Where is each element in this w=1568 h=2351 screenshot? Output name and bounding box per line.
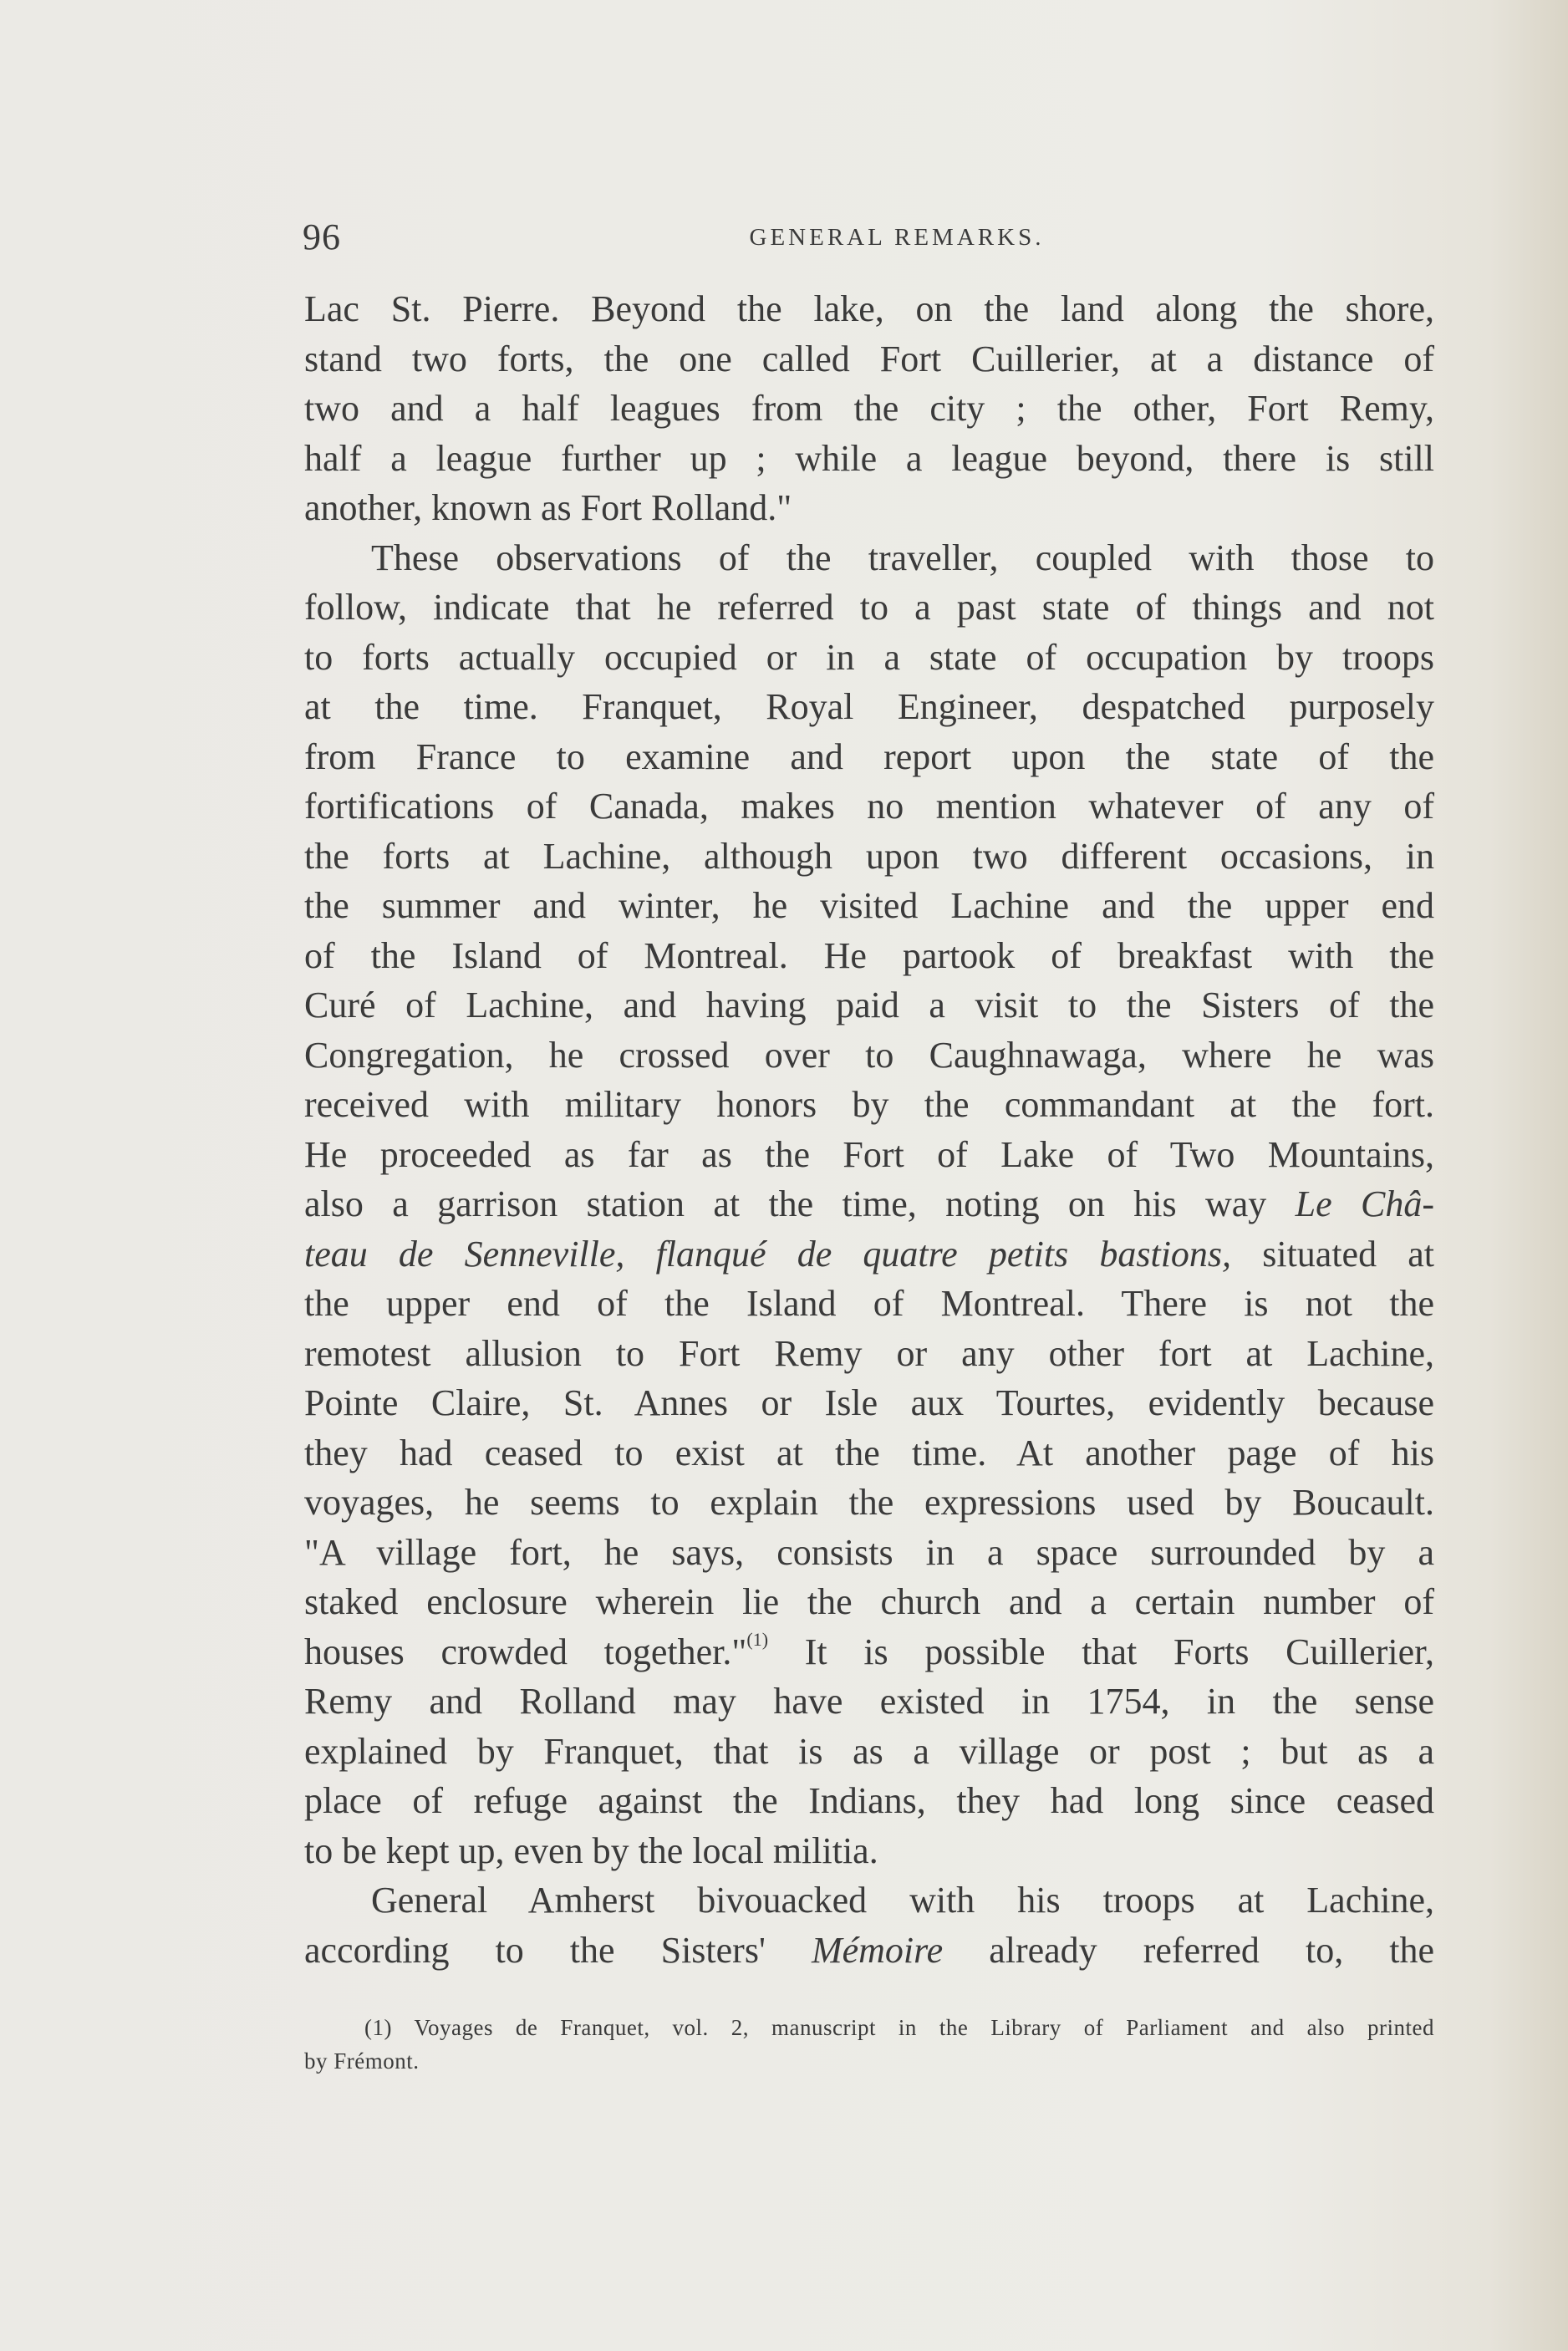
text-line <box>304 1627 1434 1677</box>
text-line: General Amherst bivouacked with his troops at Lachine, <box>371 1880 1434 1921</box>
text-line: the summer and winter, he visited Lachine and the upper end <box>304 885 1434 926</box>
text-line: "A village fort, he says, consists in a space surrounded by a <box>304 1531 1434 1573</box>
text-line: Remy and Rolland may have existed in 1754, in the sense <box>304 1681 1434 1722</box>
text-line: voyages, he seems to explain the expressions used by Boucault. <box>304 1482 1434 1523</box>
text-line: to forts actually occupied or in a state of occupation by troops <box>304 636 1434 678</box>
text-line: the forts at Lachine, although upon two different occasions, in <box>304 835 1434 877</box>
italic-phrase: teau de Senneville, flanqué de quatre petits bastions, <box>304 1233 1232 1275</box>
text-line: they had ceased to exist at the time. At another page of his <box>304 1432 1434 1473</box>
text-line: follow, indicate that he referred to a past state of things and not <box>304 587 1434 628</box>
footnote-marker: (1) <box>746 1628 769 1650</box>
page-header <box>301 216 1434 266</box>
running-head: GENERAL REMARKS. <box>749 224 1045 251</box>
body-text <box>304 284 1434 1975</box>
text-line: explained by Franquet, that is as a village or post ; but as a <box>304 1730 1434 1772</box>
text-line: half a league further up ; while a league beyond, there is still <box>304 437 1434 479</box>
text-line: two and a half leagues from the city ; the other, Fort Remy, <box>304 388 1434 429</box>
text-line <box>304 1926 1434 1976</box>
text-line: fortifications of Canada, makes no mention whatever of any of <box>304 786 1434 827</box>
text-line: from France to examine and report upon the state of the <box>304 735 1434 777</box>
text-segment: It is possible that Forts Cuillerier, <box>804 1631 1434 1672</box>
text-line: of the Island of Montreal. He partook of breakfast with the <box>304 934 1434 976</box>
text-line: staked enclosure wherein lie the church and a certain number of <box>304 1581 1434 1622</box>
italic-phrase: Le Châ- <box>1295 1183 1434 1224</box>
text-line: Pointe Claire, St. Annes or Isle aux Tourtes, evidently because <box>304 1382 1434 1423</box>
italic-phrase: Mémoire <box>811 1929 944 1971</box>
text-line: at the time. Franquet, Royal Engineer, despatched purposely <box>304 686 1434 727</box>
text-line: Curé of Lachine, and having paid a visit to the Sisters of the <box>304 985 1434 1025</box>
text-line: place of refuge against the Indians, they had long since ceased <box>304 1780 1434 1821</box>
text-segment: according to the Sisters' <box>304 1929 766 1971</box>
text-line: to be kept up, even by the local militia. <box>304 1829 878 1871</box>
footnote-line: (1) Voyages de Franquet, vol. 2, manuscript in the Library of Parliament and also printed <box>364 2015 1434 2040</box>
text-segment: houses crowded together." <box>304 1631 747 1672</box>
text-segment: already referred to, the <box>989 1929 1435 1971</box>
text-segment: also a garrison station at the time, noting on his way <box>304 1183 1267 1224</box>
text-segment: situated at <box>1262 1233 1434 1275</box>
text-line: received with military honors by the commandant at the fort. <box>304 1084 1434 1125</box>
text-line: another, known as Fort Rolland." <box>304 487 792 528</box>
text-line: Lac St. Pierre. Beyond the lake, on the land along the shore, <box>304 288 1434 329</box>
text-line: These observations of the traveller, coupled with those to <box>371 537 1434 578</box>
text-line: Congregation, he crossed over to Caughnawaga, where he was <box>304 1034 1434 1076</box>
text-line <box>304 1229 1434 1280</box>
text-line <box>304 1179 1434 1229</box>
footnote <box>304 2011 1434 2078</box>
text-line: remotest allusion to Fort Remy or any other fort at Lachine, <box>304 1332 1434 1374</box>
text-line: He proceeded as far as the Fort of Lake of Two Mountains, <box>304 1133 1434 1175</box>
text-line: the upper end of the Island of Montreal. There is not the <box>304 1283 1434 1324</box>
footnote-line: by Frémont. <box>304 2048 420 2074</box>
page-number: 96 <box>303 216 341 257</box>
text-line: stand two forts, the one called Fort Cuillerier, at a distance of <box>304 338 1434 379</box>
